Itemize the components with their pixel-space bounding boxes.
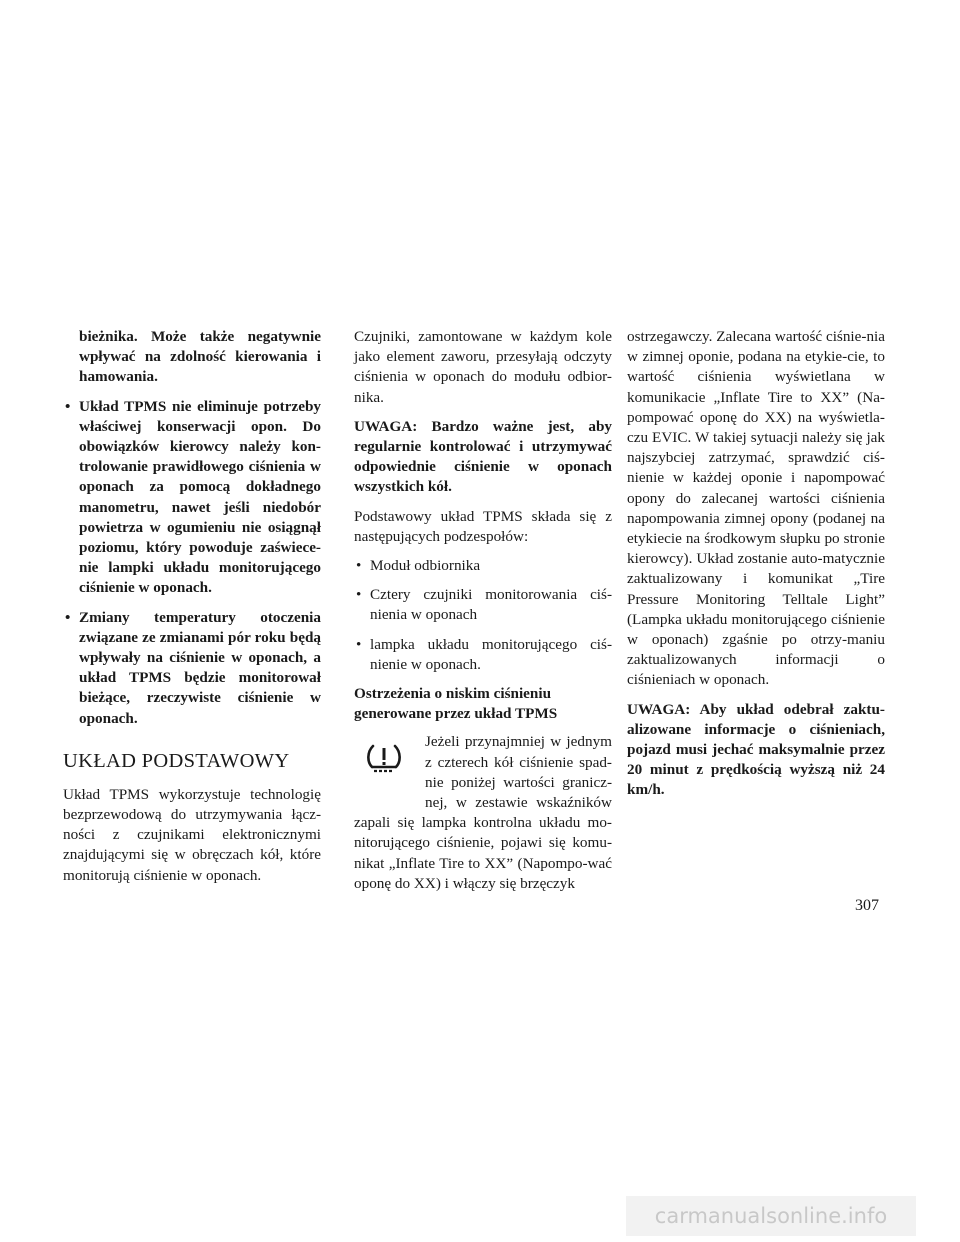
component-list xyxy=(354,556,612,675)
section-heading: UKŁAD PODSTAWOWY xyxy=(63,749,290,772)
tire-pressure-warning-icon xyxy=(364,742,404,774)
text-line: nej, w zestawie wskaźników xyxy=(425,794,612,812)
body-paragraph: zapali się lampka kontrolna układu mo-nitorującego ciśnienie, pojawi się komu-nikat „Inflate Tire to XX” (Napompo-wać oponę do XX) i włączy się brzęczyk xyxy=(354,814,612,892)
continuation-text: bieżnika. Może także negatywnie wpływać na zdolność kierowania i hamowania. xyxy=(79,328,321,386)
body-paragraph: ostrzegawczy. Zalecana wartość ciśnie-nia w zimnej oponie, podana na etykie-cie, to wartość ciśnienia wyświetlana w komunikacie „Inflate Tire to XX” (Na-pompować oponę do XX) na wyświetla-czu EVIC. W takiej sytuacji należy się jak najszybciej zatrzymać, sprawdzić ciś-nienie w każdej oponie i napompować opony do zalecanej wartości ciśnienia napompowania zimnej opony (podanej na etykiecie na środkowym słupku po stronie kierowcy). Układ zostanie auto-matycznie zaktualizowany i komunikat „Tire Pressure Monitoring Telltale Light” (Lampka układu monitorującego ciśnienie w oponach) zgaśnie po otrzy-maniu zaktualizowanych informacji o ciśnieniach w oponach. xyxy=(627,328,885,689)
note-text: UWAGA: Bardzo ważne jest, aby regularnie kontrolować i utrzymywać odpowiednie ciśnienie w oponach wszystkich kół. xyxy=(354,417,612,496)
list-item-text: Układ TPMS nie eliminuje potrzeby właściwej konserwacji opon. Do obowiązków kierowcy należy kon-trolowanie prawidłowego ciśnienia w oponach za pomocą dokładnego manometru, nawet jeśli niedobór powietrza w ogumieniu nie osiągnął poziomu, który powoduje zaświece-nie lampki układu monitorującego ciśnienie w oponach. xyxy=(79,397,321,597)
body-paragraph: Układ TPMS wykorzystuje technologię bezprzewodową do utrzymywania łącz-ności z czujnikami elektronicznymi znajdującymi się w obręczach kół, które monitorują ciśnienie w oponach. xyxy=(63,785,321,884)
list-item-text: Moduł odbiornika xyxy=(370,557,481,575)
list-item-text: Zmiany temperatury otoczenia związane ze zmianami pór roku będą wpływały na ciśnienie w oponach, a układ TPMS będzie monitorował bieżące, rzeczywiste ciśnienie w oponach. xyxy=(79,608,321,727)
list-item xyxy=(354,635,612,675)
note-text: UWAGA: Aby układ odebrał zaktu-alizowane informacje o ciśnieniach, pojazd musi jechać maksymalnie przez 20 minut z prędkością wyższą niż 24 km/h. xyxy=(627,700,885,799)
watermark: carmanualsonline.info xyxy=(626,1196,916,1236)
body-paragraph: Czujniki, zamontowane w każdym kole jako element zaworu, przesyłają odczyty ciśnienia w oponach do modułu odbior-nika. xyxy=(354,328,612,406)
subheading: Ostrzeżenia o niskim ciśnieniu generowane przez układ TPMS xyxy=(354,685,558,723)
bullet-icon: • xyxy=(65,397,71,415)
page-number: 307 xyxy=(855,897,879,914)
column-2 xyxy=(354,327,612,894)
bullet-icon: • xyxy=(65,608,71,626)
list-item xyxy=(354,556,612,576)
column-3 xyxy=(627,327,885,801)
list-item xyxy=(63,608,321,729)
bullet-icon: • xyxy=(356,557,362,575)
text-line: z czterech kół ciśnienie spad- xyxy=(425,753,612,771)
warning-block xyxy=(354,732,612,894)
bullet-icon: • xyxy=(356,586,362,604)
body-paragraph: Podstawowy układ TPMS składa się z następujących podzespołów: xyxy=(354,507,612,545)
bullet-list xyxy=(63,397,321,729)
list-item xyxy=(354,585,612,625)
column-1 xyxy=(63,327,321,886)
text-line: Jeżeli przynajmniej w jednym xyxy=(425,733,612,751)
list-item-text: lampka układu monitorującego ciś-nienie w oponach. xyxy=(370,635,612,673)
list-item-text: Cztery czujniki monitorowania ciś-nienia w oponach xyxy=(370,586,612,624)
list-item xyxy=(63,397,321,599)
text-line: nie poniżej wartości granicz- xyxy=(425,773,612,791)
bullet-icon: • xyxy=(356,635,362,653)
